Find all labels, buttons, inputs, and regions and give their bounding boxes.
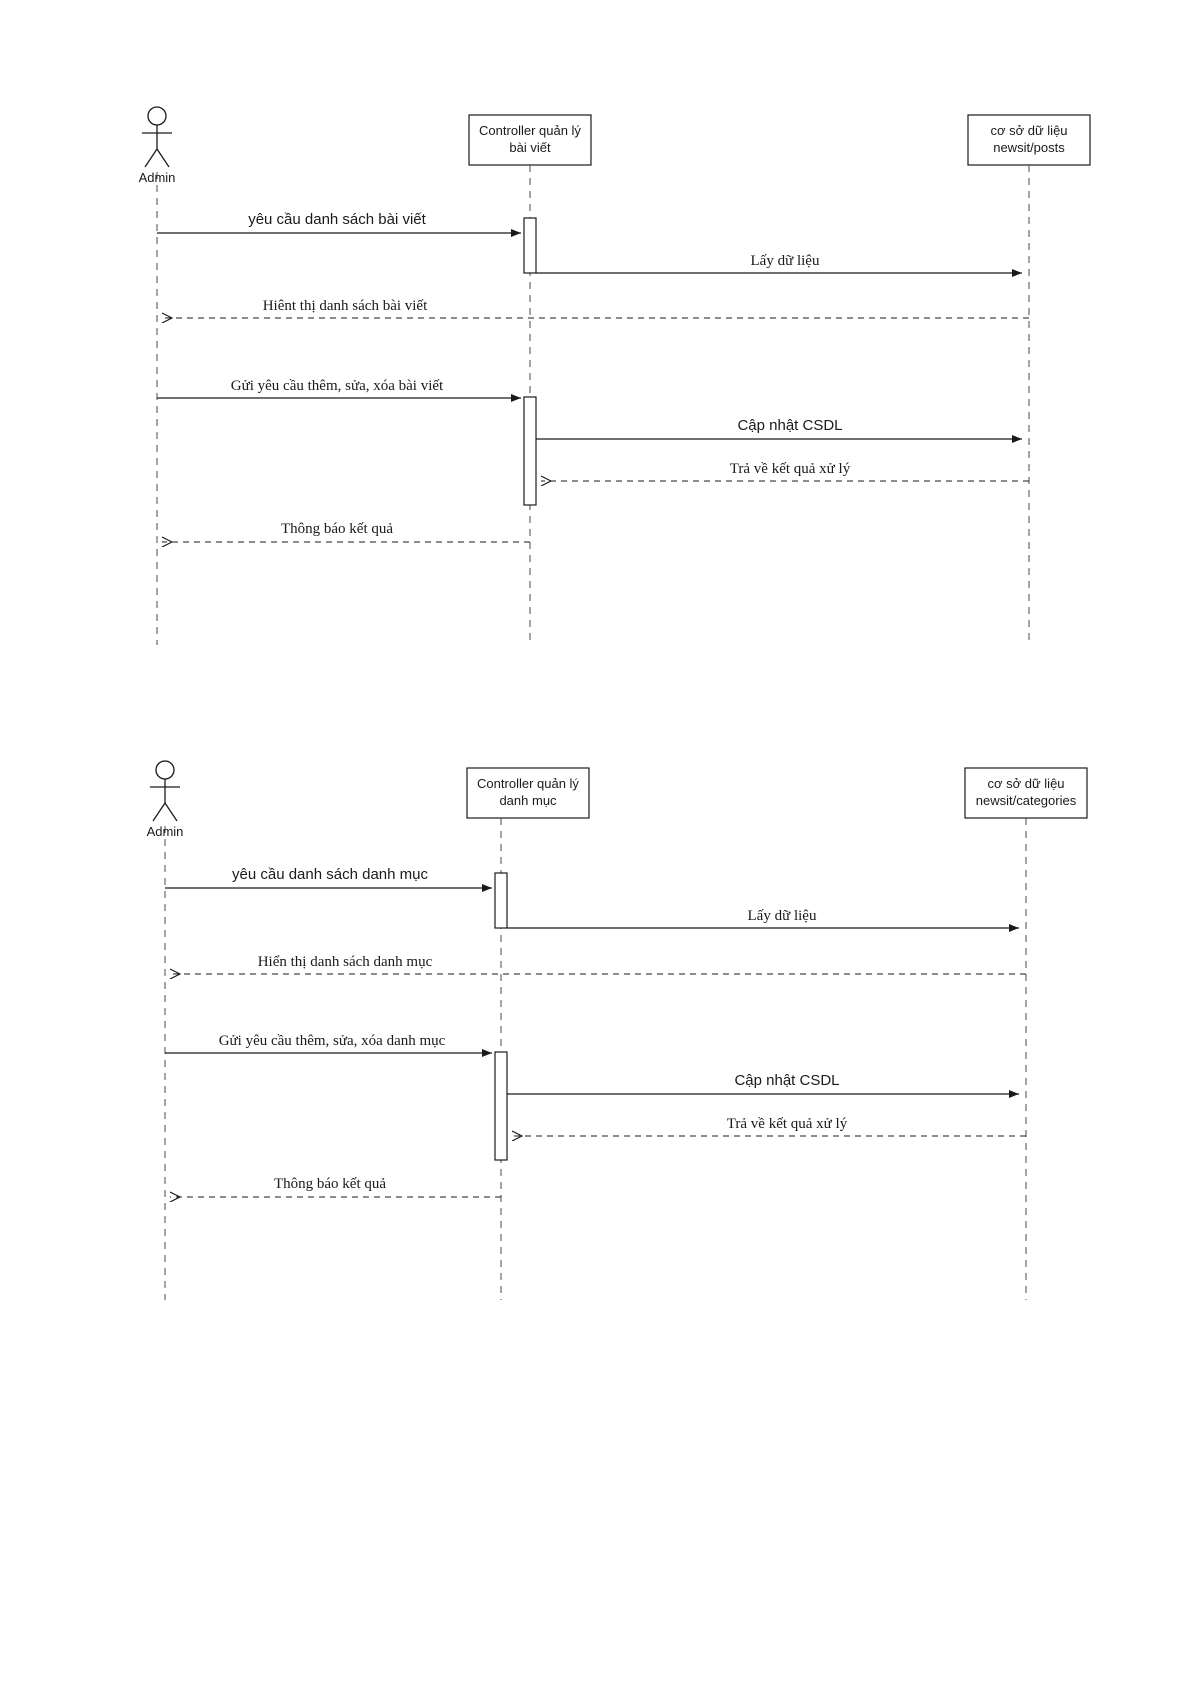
message-m4-label: Gửi yêu cầu thêm, sửa, xóa bài viết (230, 378, 444, 394)
participant-database (965, 768, 1087, 818)
message-m4-label: Gửi yêu cầu thêm, sửa, xóa danh mục (218, 1033, 446, 1049)
message-m5-label: Cập nhật CSDL (737, 417, 843, 434)
message-m1 (165, 866, 492, 888)
message-m2-label: Lấy dữ liệu (747, 908, 817, 924)
message-m6-label: Trả về kết quả xử lý (729, 461, 851, 477)
message-m3-label: Hiển thị danh sách danh mục (257, 954, 433, 970)
message-m3 (170, 954, 1026, 974)
message-m6 (512, 1116, 1026, 1136)
message-m3 (162, 298, 1029, 318)
participant-database-line1: cơ sở dữ liệu (990, 123, 1068, 138)
activation-bar-controller-1 (495, 873, 507, 928)
message-m1-label: yêu cầu danh sách danh mục (232, 866, 428, 883)
message-m7 (170, 1176, 501, 1197)
message-m5-label: Cập nhật CSDL (734, 1072, 840, 1089)
message-m6 (541, 461, 1029, 481)
participant-controller-line1: Controller quản lý (479, 123, 581, 138)
message-m4 (157, 378, 521, 398)
participant-database (968, 115, 1090, 165)
participant-controller (467, 768, 589, 818)
message-m6-label: Trả về kết quả xử lý (726, 1116, 848, 1132)
sequence-diagram-categories (0, 720, 1192, 1340)
message-m2 (536, 253, 1022, 273)
actor-label: Admin (146, 824, 184, 839)
message-m5 (536, 417, 1022, 439)
participant-controller-line2: bài viết (509, 140, 551, 155)
participant-controller-line1: Controller quản lý (477, 776, 579, 791)
message-m1-label: yêu cầu danh sách bài viết (248, 211, 426, 228)
message-m1 (157, 211, 521, 233)
participant-database-line2: newsit/posts (993, 140, 1065, 155)
message-m3-label: Hiênt thị danh sách bài viết (262, 298, 428, 314)
message-m2 (507, 908, 1019, 928)
message-m4 (165, 1033, 492, 1053)
participant-controller (469, 115, 591, 165)
sequence-diagram-posts (0, 60, 1192, 680)
message-m7-label: Thông báo kết quả (273, 1176, 387, 1192)
message-m2-label: Lấy dữ liệu (750, 253, 820, 269)
message-m7 (162, 521, 530, 542)
message-m7-label: Thông báo kết quả (280, 521, 394, 537)
participant-controller-line2: danh mục (499, 793, 557, 808)
activation-bar-controller-2 (524, 397, 536, 505)
activation-bar-controller-2 (495, 1052, 507, 1160)
participant-database-line1: cơ sở dữ liệu (987, 776, 1065, 791)
participant-database-line2: newsit/categories (975, 793, 1077, 808)
actor-label: Admin (138, 170, 176, 185)
activation-bar-controller-1 (524, 218, 536, 273)
message-m5 (507, 1072, 1019, 1094)
